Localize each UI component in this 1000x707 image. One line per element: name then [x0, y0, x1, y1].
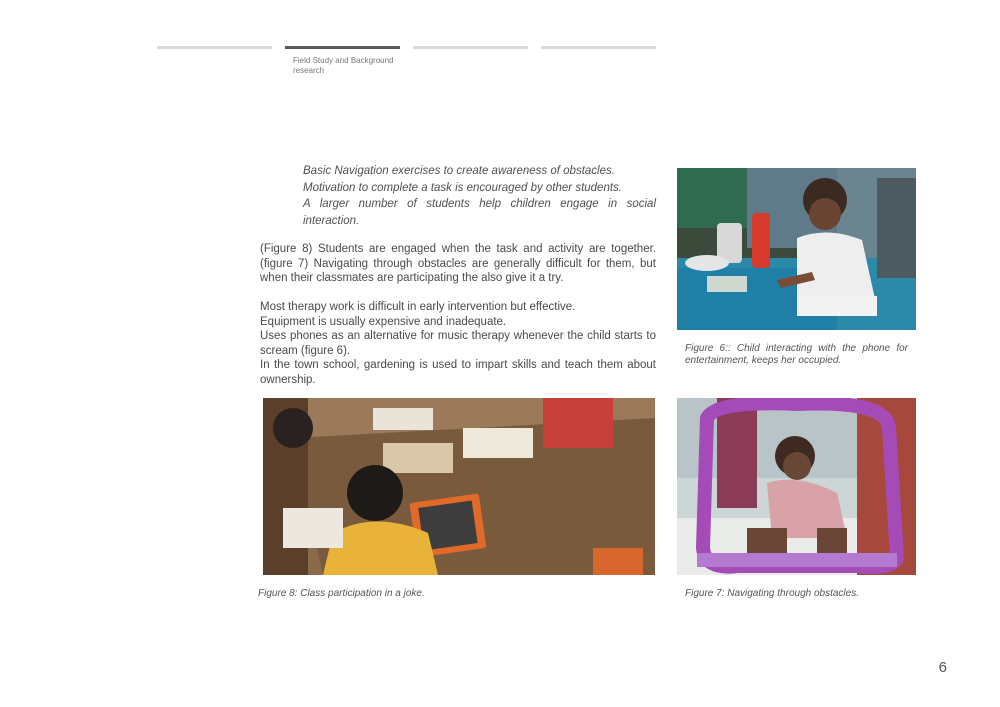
child-phone-image — [677, 168, 916, 330]
therapy-line-3: Uses phones as an alternative for music therapy whenever the child starts to scream (figure 6). — [260, 330, 656, 357]
figure-6-photo — [677, 168, 916, 330]
progress-segment-4 — [541, 46, 656, 49]
section-label: Field Study and Background research — [293, 56, 394, 75]
figure-6-caption: Figure 6:: Child interacting with the phone for entertainment, keeps her occupied. — [685, 343, 908, 366]
class-participation-image — [263, 398, 655, 575]
therapy-line-1: Most therapy work is difficult in early intervention but effective. — [260, 301, 576, 313]
paragraph-therapy — [260, 300, 656, 387]
intro-line-2: Motivation to complete a task is encouraged by other students. — [303, 181, 622, 194]
intro-line-1: Basic Navigation exercises to create awareness of obstacles. — [303, 165, 615, 177]
intro-points — [303, 163, 656, 229]
intro-line-3: A larger number of students help children engage in social interaction. — [303, 198, 656, 227]
progress-segment-2-active — [285, 46, 400, 49]
therapy-line-2: Equipment is usually expensive and inadequate. — [260, 315, 507, 328]
progress-segment-1 — [157, 46, 272, 49]
paragraph-engagement-text: (Figure 8) Students are engaged when the task and activity are together. (figure 7) Navigating through obstacles are generally difficult for them, but when their classmates are participating the also give it a try. — [260, 243, 656, 284]
progress-segment-3 — [413, 46, 528, 49]
figure-7-caption: Figure 7: Navigating through obstacles. — [685, 588, 859, 599]
figure-8-caption: Figure 8: Class participation in a joke. — [258, 588, 425, 599]
navigating-obstacles-image — [677, 398, 916, 575]
paragraph-engagement — [260, 242, 656, 286]
therapy-line-4: In the town school, gardening is used to impart skills and teach them about ownership. — [260, 359, 656, 386]
figure-7-photo — [677, 398, 916, 575]
figure-8-photo — [263, 398, 655, 575]
page-number: 6 — [938, 659, 947, 676]
